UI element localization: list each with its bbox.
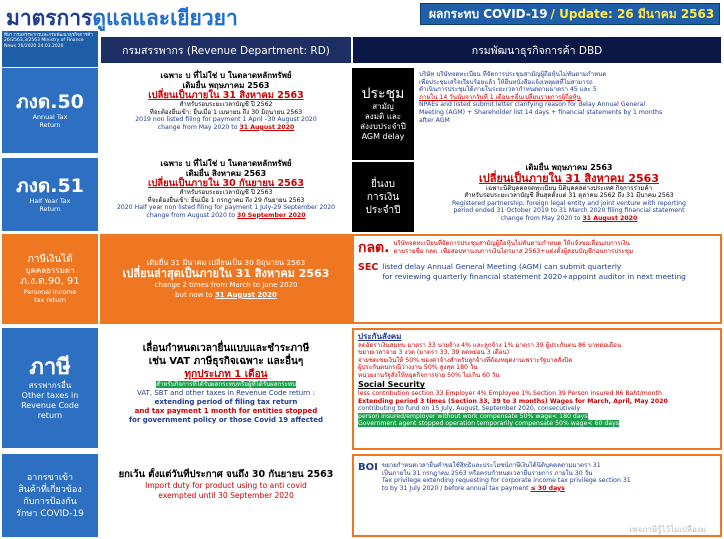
- sec-cell: กลต. บริษัทจดทะเบียนที่จัดการประชุมสามัญผู้ถือหุ้นไม่ทันตามกำหนด ให้แจ้งขอเลื่อนงบการเงิน ตามรายชื่อ กลต. เพื่อสอบทานงบการเงินไตรมาส 2563+แต่งตั้งผู้สอบบัญชีก่อนการประชุม SEC listed delay Annual General Meeting (AGM) can submit quarterly for reviewing quarterly financial statement 2020+appoint auditor in next meeting: [352, 234, 722, 324]
- pnd51-rd-cell: เฉพาะ บ ที่ไม่ใช่ บ ในตลาดหลักทรัพย์ เดิมยื่น สิงหาคม 2563 เปลี่ยนเป็นภายใน 30 กันยายน 2563 สำหรับรอบระยะเวลาบัญชี ปี 2563 ที่จะต้องยื่นเข้า: ยื่นเมื่อ 1 กรกฎาคม ถึง 29 กันยายน 2563 2020 Half year non listed filing for payment 1 July-29 September 2020 change from August 2020 to 30 September 2020: [116, 159, 336, 219]
- pit-label: ภาษีเงินได้ บุคคลธรรมดา ภ.ง.ด.90, 91 Personal income tax return: [2, 234, 98, 324]
- financial-statement-label: ยื่นงบ การเงิน ประจำปี: [352, 162, 414, 232]
- pit-rd-cell: เดิมยื่น 31 มีนาคม เปลี่ยนเป็น 30 มิถุนายน 2563 เปลี่ยนล่าสุดเป็นภายใน 31 สิงหาคม 2563 change 2 times from March to June 2020 but now to 31 August 2020: [100, 234, 352, 324]
- pnd50-rd-cell: เฉพาะ บ ที่ไม่ใช่ บ ในตลาดหลักทรัพย์ เดิมยื่น พฤษภาคม 2563 เปลี่ยนเป็นภายใน 31 สิงหาคม 2563 สำหรับรอบระยะเวลาบัญชี ปี 2562 ที่จะต้องยื่นเข้า: ยื่นเมื่อ 1 เมษายน ถึง 30 มิถุนายน 2563 2019 non listed filing for payment 1 April –30 August 2020 change from May 2020 to 31 August 2020: [100, 68, 352, 153]
- source-note: ที่มา:กรมสรรพากรและกรมพัฒนาธุรกิจการค้า 26/2563,3/2563 Ministry of Finance News 26/2020 24.03.2020: [2, 31, 98, 67]
- pnd51-label: ภงด.51 Half Year Tax Return: [2, 158, 98, 231]
- other-tax-rd-cell: เลื่อนกำหนดเวลายื่นแบบและชำระภาษี เช่น VAT ภาษีธุรกิจเฉพาะ และอื่นๆ ทุกประเภท 1 เดือน สำหรับกิจการที่ได้รับผลกระทบหรือผู้ที่ได้รับผลกระทบ VAT, SBT and other taxes in Revenue Code return : extending period of filing tax return and tax payment 1 month for entities stopped for government policy or those Covid 19 affected: [128, 343, 323, 424]
- watermark: เพจภาษีรู้ไว้ไม่เปลืองม: [629, 525, 706, 534]
- impact-banner: ผลกระทบ COVID-19 / Update: 26 มีนาคม 2563: [420, 3, 720, 25]
- other-tax-label: ภาษี สรรพากรอื่น Other taxes in Revenue Code return: [2, 328, 98, 448]
- agm-delay-label: ประชุม สามัญ ลงมติ และ ส่งงบประจำปี AGM delay: [352, 68, 414, 160]
- social-security-cell: ประกันสังคม ลดอัตราเงินสมทบ มาตรา 33 นายจ้าง 4% และลูกจ้าง 1% มาตรา 39 ผู้ประกันตน 86 บาทต่อเดือน ขยายเวลาจ่าย 3 งวด (มาตรา 33, 39 ลดหย่อน 3 เดือน) จ่ายชดเชยเงินให้ 50% ของค่าจ้างสำหรับลูกจ้างที่ต้องหยุดงานเพราะรัฐบาลสั่งปิด ผู้ประกันตนกรณีว่างงาน 50% สูงสุด 180 วัน หน่วยงานรัฐสั่งให้หยุดกิจการจ่าย 50% ไม่เกิน 60 วัน Social Security less contribution section 33 Employer 4% Employee 1% Section 39 Person insured 86 Baht/month Extending period 3 times (Section 33, 39 to 3 months) Wages for March, April, May 2020 contributing to fund on 15 July, August, September 2020, consecutively person insured/employer without work compensate 50% wage< 180 days Government agent stopped operation temporarily compensate 50% wage< 60 days: [352, 328, 722, 450]
- page-title: มาตรการดูแลและเยียวยา: [6, 6, 238, 30]
- rd-column-header: กรมสรรพากร (Revenue Department: RD): [100, 36, 352, 64]
- import-duty-label: อากรขาเข้า สินค้าที่เกี่ยวข้อง กับการป้องกัน รักษา COVID-19: [2, 454, 98, 537]
- pnd50-label: ภงด.50 Annual Tax Return: [2, 68, 98, 153]
- dbd-column-header: กรมพัฒนาธุรกิจการค้า DBD: [352, 36, 722, 64]
- import-duty-rd-cell: ยกเว้น ตั้งแต่วันที่ประกาศ จนถึง 30 กันยายน 2563 Import duty for product using to anti covid exempted until 30 September 2020: [118, 469, 334, 500]
- agm-delay-text: บริษัท บริษัทจดทะเบียน ที่จัดการประชุมสามัญผู้ถือหุ้นไม่ทันตามกำหนด เพื่อประชุมเสร็จเรียบร้อยแล้ว ให้ยื่นหนังสือแจ้งเหตุผลที่ไม่สามารถ ดำเนินการประชุมได้ภายในระยะเวลากำหนดตามมาตรา 45 และ 5 ภายใน 14 วันนับจากวันที่ 1 เดือน+ยื่นเปลี่ยนรายการผู้ถือหุ้น NPAEs and listed submit letter clarifying reason for delay Annual General Meeting (AGM) + Shareholder list 14 days + financial statements by 1 months after AGM: [419, 71, 663, 124]
- boi-cell: BOI ขยายกำหนดเวลายื่นคำขอใช้สิทธิและประโยชน์ภาษีเงินได้นิติบุคคลตามมาตรา 31 เป็นภายใน 31 กรกฎาคม 2563 หรือครบกำหนดเวลายื่นรายการ ภายใน 30 วัน Tax privilege extending requesting for corporate income tax privilege section 31 to by 31 July 2020 / before annual tax payment ≤ 30 days: [352, 454, 722, 537]
- financial-statement-text: เดิมยื่น พฤษภาคม 2563 เปลี่ยนเป็นภายใน 31 สิงหาคม 2563 เฉพาะนิติบุคคลจดทะเบียน นิติบุคคลต่างประเทศ กิจการร่วมค้า สำหรับรอบระยะเวลาบัญชี สิ้นสุดตั้งแต่ 31 ตุลาคม 2562 ถึง 31 มีนาคม 2563 Registered partnership, foreign legal entity and joint venture with reporting period ended 31 October 2019 to 31 March 2020 filing financial statement change from May 2020 to 31 August 2020: [452, 163, 686, 222]
